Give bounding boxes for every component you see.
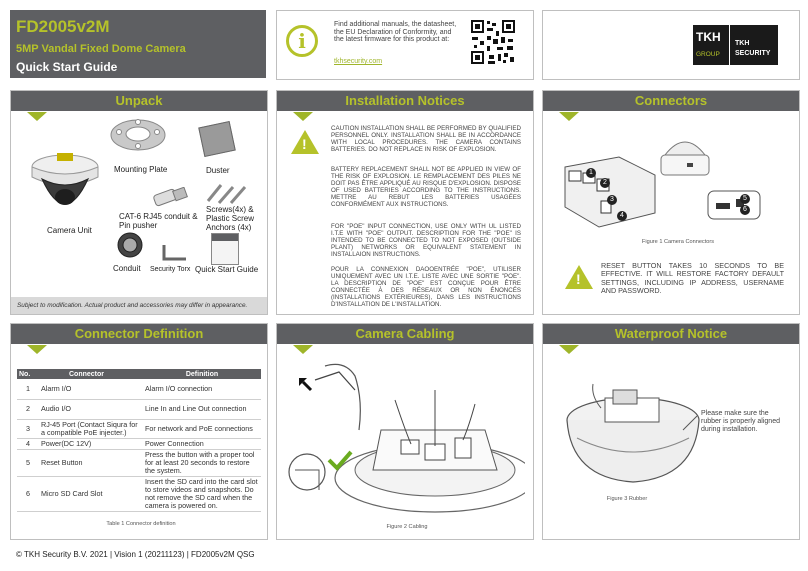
- camera-cabling-panel: [276, 323, 534, 540]
- unpack-note-bar: [11, 297, 267, 314]
- tkh-logo: TKH GROUP: [693, 25, 729, 65]
- info-text: Find additional manuals, the datasheet, the EU Declaration of Conformity, and the latest firmware for this product at:: [334, 21, 457, 44]
- callout-6: 6: [740, 205, 750, 215]
- info-link[interactable]: tkhsecurity.com: [334, 58, 383, 65]
- tkh-security-logo: TKH SECURITY: [730, 25, 778, 65]
- unpack-note: Subject to modification. Actual product and accessories may differ in appearance.: [17, 302, 248, 309]
- quick-start-guide-icon: [211, 233, 239, 265]
- callout-2: 2: [600, 178, 610, 188]
- footer-text: © TKH Security B.V. 2021 | Vision 1 (20211123) | FD2005v2M QSG: [16, 550, 255, 559]
- security-torx-icon: [160, 241, 190, 263]
- chevron-down-icon: [559, 112, 579, 121]
- unpack-label-conduit: Conduit: [113, 264, 141, 273]
- sd-slot-figure: [706, 187, 762, 223]
- camera-unit-icon: [30, 147, 100, 223]
- waterproof-panel: [542, 323, 800, 540]
- connector-definition-panel: [10, 323, 268, 540]
- table-row: 6 Micro SD Card Slot Insert the SD card into the card slot to store videos and snapshots. Do not remove the SD card when the camera is powered on.: [17, 476, 261, 511]
- rj45-conduit-icon: [151, 187, 191, 209]
- chevron-down-icon: [559, 345, 579, 354]
- guide-title: Quick Start Guide: [16, 60, 118, 74]
- info-box: [276, 10, 534, 80]
- warning-icon: !: [291, 130, 319, 154]
- table-row: 3 RJ-45 Port (Contact Siqura for a compatible PoE injecter.) For network and PoE connections: [17, 419, 261, 438]
- connector-table: [17, 369, 261, 512]
- chevron-down-icon: [293, 345, 313, 354]
- table-row: 1 Alarm I/O Alarm I/O connection: [17, 379, 261, 399]
- callout-4: 4: [617, 211, 627, 221]
- duster-icon: [198, 121, 236, 157]
- unpack-label-mounting-plate: Mounting Plate: [114, 165, 168, 174]
- cabling-figure: [285, 360, 525, 520]
- unpack-label-rj45: CAT-6 RJ45 conduit & Pin pusher: [119, 212, 198, 230]
- camera-dome-figure: [657, 137, 713, 185]
- waterproof-note: Please make sure the rubber is properly aligned during installation.: [701, 410, 780, 433]
- installation-paragraph-4: POUR LA CONNEXION DAOOENTRÉE "POE", UTILISER UNIQUEMENT AVEC UN I.T.E. LISTE AVEC UNE SORTIE "POE". LA DESCRIPTION DE "POE" EST CONÇUE POUR ÊTRE CONNECTÉE À DES RÉSEAUX OR NON ÉNONCÉS (INSTALLATIONS EXTÉRIEURES), DANS LES INSTRUCTIONS D'INSTALLATION DE L'INSTALLATION.: [331, 266, 521, 309]
- qr-code-icon: [470, 19, 516, 65]
- table-row: 2 Audio I/O Line In and Line Out connection: [17, 399, 261, 419]
- product-subtitle: 5MP Vandal Fixed Dome Camera: [16, 43, 186, 55]
- cabling-caption: Figure 2 Cabling: [386, 524, 428, 530]
- chevron-down-icon: [27, 345, 47, 354]
- screws-icon: [205, 181, 247, 207]
- waterproof-caption: Figure 3 Rubber: [606, 496, 648, 502]
- brand-area: [542, 10, 800, 80]
- callout-3: 3: [607, 195, 617, 205]
- info-icon: i: [286, 25, 318, 57]
- connectors-panel: [542, 90, 800, 315]
- table-row: 4 Power(DC 12V) Power Connection: [17, 438, 261, 449]
- callout-5: 5: [740, 194, 750, 204]
- waterproof-title: Waterproof Notice: [543, 324, 799, 344]
- table-caption: Table 1 Connector definition: [106, 521, 176, 527]
- installation-title: Installation Notices: [277, 91, 533, 111]
- unpack-label-duster: Duster: [206, 166, 230, 175]
- unpack-label-qsg: Quick Start Guide: [195, 265, 259, 274]
- table-header-connector: Connector: [39, 369, 143, 379]
- connectors-caption: Figure 1 Camera Connectors: [641, 239, 715, 245]
- rubber-figure: [563, 380, 703, 490]
- installation-paragraph-1: CAUTION INSTALLATION SHALL BE PERFORMED BY QUALIFIED PERSONNEL ONLY. INSTALLATION SHALL BE IN ACCORDANCE WITH LOCAL PROCEDURES. THE CAMERA CONTAINS BATTERIES. DO NOT REPLACE IN RISK OF EXPLOSION.: [331, 125, 521, 154]
- connectors-title: Connectors: [543, 91, 799, 111]
- camera-cabling-title: Camera Cabling: [277, 324, 533, 344]
- unpack-panel: [10, 90, 268, 315]
- header-banner: [10, 10, 266, 78]
- mounting-plate-icon: [110, 115, 166, 153]
- unpack-label-camera-unit: Camera Unit: [47, 226, 92, 235]
- unpack-label-security-torx: Security Torx: [150, 266, 191, 273]
- unpack-title: Unpack: [11, 91, 267, 111]
- conduit-icon: [115, 230, 145, 260]
- chevron-down-icon: [27, 112, 47, 121]
- connector-board-figure: [559, 153, 659, 231]
- chevron-down-icon: [293, 112, 313, 121]
- warning-icon: !: [565, 265, 593, 289]
- reset-note: RESET BUTTON TAKES 10 SECONDS TO BE EFFECTIVE. IT WILL RESTORE FACTORY DEFAULT SETTINGS, INCLUDING IP ADDRESS, USERNAME AND PASSWORD.: [601, 261, 784, 296]
- installation-panel: [276, 90, 534, 315]
- installation-paragraph-2: BATTERY REPLACEMENT SHALL NOT BE APPLIED IN VIEW OF THE RISK OF EXPLOSION. LE REMPLACEMENT DES PILES NE DOIT PAS ÊTRE APPLIQUÉ AU RISQUE D'EXPLOSION. DISPOSE OF USED BATTERIES ACCORDING TO THE INSTRUCTIONS. METTRE AU REBUT LES BATTERIES USAGÉES CONFORMÉMENT AUX INSTRUCTIONS.: [331, 166, 521, 209]
- table-row: 5 Reset Button Press the button with a proper tool for at least 20 seconds to restore the system.: [17, 449, 261, 476]
- table-header-no: No.: [17, 369, 39, 379]
- installation-paragraph-3: FOR "POE" INPUT CONNECTION, USE ONLY WITH UL LISTED I.T.E WITH "POE" OUTPUT. DESCRIPTION FOR THE "POE" IS INTENDED TO BE CONNECTED TO NOT EXPOSED (OUTSIDE PLANT) NETWORKS OR EQUIVALENT STATEMENT IN INSTALLAION INSTRUCTIONS.: [331, 223, 521, 259]
- connector-definition-title: Connector Definition: [11, 324, 267, 344]
- callout-1: 1: [586, 168, 596, 178]
- unpack-label-screws: Screws(4x) & Plastic Screw Anchors (4x): [206, 205, 255, 232]
- model-title: FD2005v2M: [16, 17, 110, 36]
- table-header-definition: Definition: [143, 369, 261, 379]
